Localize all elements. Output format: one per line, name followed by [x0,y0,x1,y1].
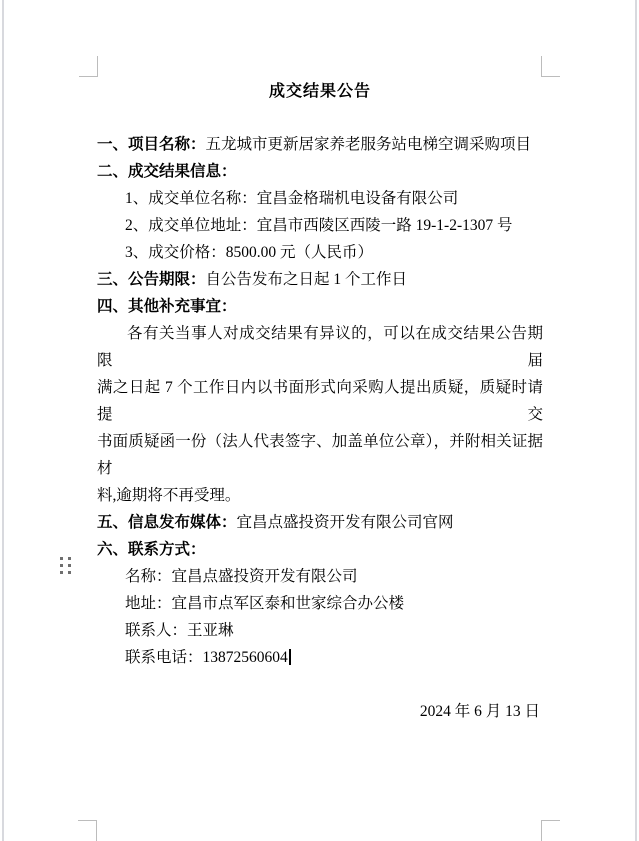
contact-name-line[interactable]: 名称：宜昌点盛投资开发有限公司 [125,568,358,585]
margin-crop-mark-bottom-left [78,820,97,841]
section-2-item-3[interactable]: 3、成交价格：8500.00 元（人民币） [125,244,374,261]
section-6-label: 六、联系方式： [97,541,206,558]
drag-handle-icon[interactable] [60,557,71,574]
margin-crop-mark-top-right [541,56,560,77]
page-edge-right [635,0,637,841]
text-cursor [289,649,291,665]
section-5-text: 宜昌点盛投资开发有限公司官网 [236,514,454,531]
margin-crop-mark-bottom-right [541,820,560,841]
contact-address-line[interactable]: 地址：宜昌市点军区泰和世家综合办公楼 [125,595,405,612]
section-3-label: 三、公告期限： [97,271,206,288]
section-1-label: 一、项目名称： [97,136,206,153]
section-4-paragraph-line-4[interactable]: 料,逾期将不再受理。 [97,487,241,504]
section-3-heading[interactable] [97,266,543,293]
section-1-text: 五龙城市更新居家养老服务站电梯空调采购项目 [205,136,532,153]
section-1-heading[interactable] [97,131,543,158]
margin-crop-mark-top-left [79,56,98,77]
section-3-text: 自公告发布之日起 1 个工作日 [205,271,408,288]
section-2-item-2[interactable]: 2、成交单位地址：宜昌市西陵区西陵一路 19-1-2-1307 号 [125,217,513,234]
document-body [97,78,543,725]
section-2-item-1[interactable]: 1、成交单位名称：宜昌金格瑞机电设备有限公司 [125,190,459,207]
page-edge-left [2,0,4,841]
section-4-paragraph-line-1[interactable]: 各有关当事人对成交结果有异议的，可以在成交结果公告期限届 [97,325,543,369]
section-4-label: 四、其他补充事宜： [97,298,237,315]
page-title: 成交结果公告 [268,83,371,100]
date-line[interactable]: 2024 年 6 月 13 日 [419,703,540,720]
blank-line [97,671,543,698]
section-5-heading[interactable] [97,509,543,536]
section-4-paragraph-line-2[interactable]: 满之日起 7 个工作日内以书面形式向采购人提出质疑，质疑时请提交 [97,379,543,423]
section-4-paragraph-line-3[interactable]: 书面质疑函一份（法人代表签字、加盖单位公章），并附相关证据材 [97,433,543,477]
section-2-label: 二、成交结果信息： [97,163,237,180]
blank-line [97,105,543,131]
section-5-label: 五、信息发布媒体： [97,514,237,531]
contact-phone-text: 联系电话：13872560604 [125,649,288,666]
section-4-heading[interactable] [97,293,543,320]
section-2-heading[interactable] [97,158,543,185]
section-6-heading[interactable] [97,536,543,563]
contact-phone-line[interactable] [97,644,543,671]
contact-person-line[interactable]: 联系人：王亚琳 [125,622,234,639]
